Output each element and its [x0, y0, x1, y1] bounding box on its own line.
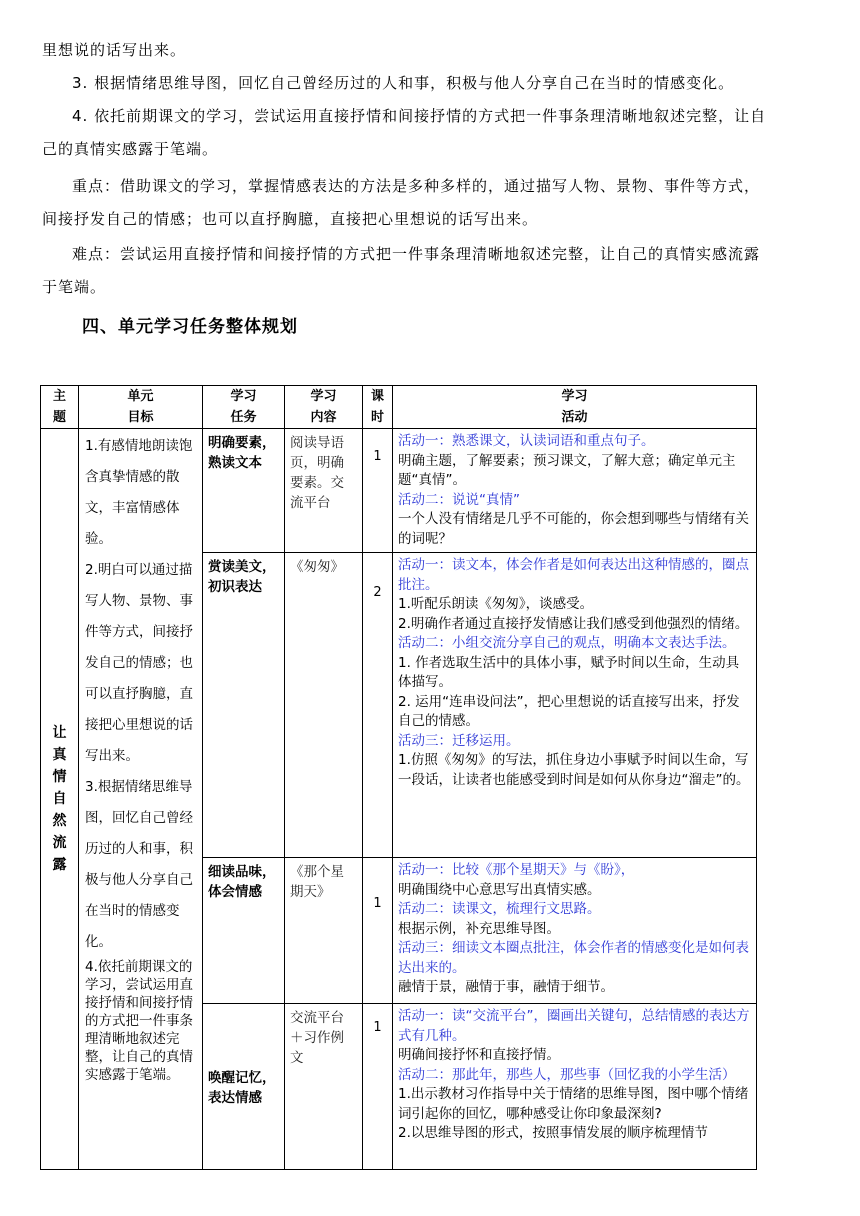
content-cell: 交流平台＋习作例文: [285, 1004, 363, 1170]
table-row: [41, 429, 757, 553]
goals-cell: [79, 429, 203, 1170]
activity-heading: 活动一：读“交流平台”，圈画出关键句，总结情感的表达方式有几种。: [398, 1008, 750, 1044]
activity-heading: 活动一：比较《那个星期天》与《盼》，: [398, 862, 635, 878]
intro-item4a: 4. 依托前期课文的学习，尝试运用直接抒情和间接抒情的方式把一件事条理清晰地叙述完整，让自: [72, 107, 767, 125]
activity-text: 融情于景，融情于事，融情于细节。: [398, 979, 614, 995]
difficulty-a: 难点：尝试运用直接抒情和间接抒情的方式把一件事条理清晰地叙述完整，让自己的真情实感流露: [72, 245, 761, 263]
intro-item4b: 己的真情实感露于笔端。: [42, 140, 219, 158]
section-title: 四、单元学习任务整体规划: [82, 317, 298, 337]
content-cell: 阅读导语页，明确要素。交流平台: [285, 429, 363, 553]
activity-cell: [393, 553, 757, 858]
activity-heading: 活动二：读课文，梳理行文思路。: [398, 901, 601, 917]
activity-heading: 活动一：熟悉课文，认读词语和重点句子。: [398, 433, 655, 449]
goal-4: 4.依托前期课文的学习，尝试运用直接抒情和间接抒情的方式把一件事条理清晰地叙述完整，让自己的真情实感露于笔端。: [85, 959, 193, 1083]
activity-heading: 活动三：迁移运用。: [398, 732, 520, 749]
hours-cell: 1: [363, 858, 393, 1004]
hours-cell: 1: [363, 429, 393, 553]
activity-cell: [393, 858, 757, 1004]
activity-text: 明确间接抒怀和直接抒情。: [398, 1047, 560, 1063]
activity-text: 2.明确作者通过直接抒发情感让我们感受到他强烈的情绪。: [398, 615, 749, 632]
content-cell: 《匆匆》: [285, 553, 363, 858]
intro-line0: 里想说的话写出来。: [42, 41, 187, 59]
activity-text: 2.以思维导图的形式，按照事情发展的顺序梳理情节: [398, 1125, 708, 1141]
difficulty-b: 于笔端。: [42, 278, 107, 296]
activity-text: 2. 运用“连串设问法”，把心里想说的话直接写出来，抒发自己的情感。: [398, 693, 740, 729]
table-header-row: [41, 386, 757, 429]
task-cell: 赏读美文，初识表达: [203, 553, 285, 858]
goal-3: 3.根据情绪思维导图，回忆自己曾经历过的人和事，积极与他人分享自己在当时的情感变化。: [85, 779, 193, 950]
activity-cell: [393, 1004, 757, 1170]
intro-item3: 3. 根据情绪思维导图，回忆自己曾经历过的人和事，积极与他人分享自己在当时的情感变化。: [72, 74, 735, 92]
header-goal: 单元 目标: [79, 386, 203, 429]
activity-text: 1.出示教材习作指导中关于情绪的思维导图，图中哪个情绪词引起你的回忆，哪种感受让你印象最深刻?: [398, 1086, 749, 1122]
activity-heading: 活动三：细读文本圈点批注，体会作者的情感变化是如何表达出来的。: [398, 940, 749, 976]
header-task: 学习 任务: [203, 386, 285, 429]
task-cell: 细读品味，体会情感: [203, 858, 285, 1004]
activity-heading: 活动二：说说“真情”: [398, 491, 520, 508]
goal-1: 1.有感情地朗读饱含真挚情感的散文，丰富情感体验。: [85, 438, 193, 547]
activity-heading: 活动二：小组交流分享自己的观点，明确本文表达手法。: [398, 635, 736, 651]
header-hours: 课 时: [363, 386, 393, 429]
activity-text: 1.仿照《匆匆》的写法，抓住身边小事赋予时间以生命，写一段话，让读者也能感受到时间是如何从你身边“溜走”的。: [398, 752, 750, 788]
activity-text: 明确围绕中心意思写出真情实感。: [398, 881, 601, 898]
activity-text: 1. 作者选取生活中的具体小事，赋予时间以生命，生动具体描写。: [398, 654, 740, 690]
task-cell: 唤醒记忆，表达情感: [203, 1004, 285, 1170]
goal-2: 2.明白可以通过描写人物、景物、事件等方式，间接抒发自己的情感；也可以直抒胸臆，直接把心里想说的话写出来。: [85, 562, 193, 764]
activity-heading: 活动二：那此年，那些人，那些事（回忆我的小学生活）: [398, 1066, 736, 1083]
task-cell: 明确要素，熟读文本: [203, 429, 285, 553]
header-theme: 主 题: [41, 386, 79, 429]
unit-plan-table: [40, 385, 757, 1170]
header-activity: 学习 活动: [393, 386, 757, 429]
header-content: 学习 内容: [285, 386, 363, 429]
activity-cell: [393, 429, 757, 553]
activity-heading: 活动一：读文本，体会作者是如何表达出这种情感的，圈点批注。: [398, 557, 749, 593]
activity-text: 根据示例，补充思维导图。: [398, 920, 560, 937]
content-cell: 《那个星期天》: [285, 858, 363, 1004]
activity-text: 一个人没有情绪是几乎不可能的，你会想到哪些与情绪有关的词呢？: [398, 511, 749, 547]
activity-text: 1.听配乐朗读《匆匆》，谈感受。: [398, 596, 594, 612]
keypoint-a: 重点：借助课文的学习，掌握情感表达的方法是多种多样的，通过描写人物、景物、事件等方式，: [72, 177, 761, 195]
hours-cell: 2: [363, 553, 393, 858]
keypoint-b: 间接抒发自己的情感；也可以直抒胸臆，直接把心里想说的话写出来。: [42, 210, 539, 228]
hours-cell: 1: [363, 1004, 393, 1170]
theme-cell: 让 真 情 自 然 流 露: [41, 429, 79, 1170]
activity-text: 明确主题，了解要素；预习课文，了解大意；确定单元主题“真情”。: [398, 452, 736, 488]
